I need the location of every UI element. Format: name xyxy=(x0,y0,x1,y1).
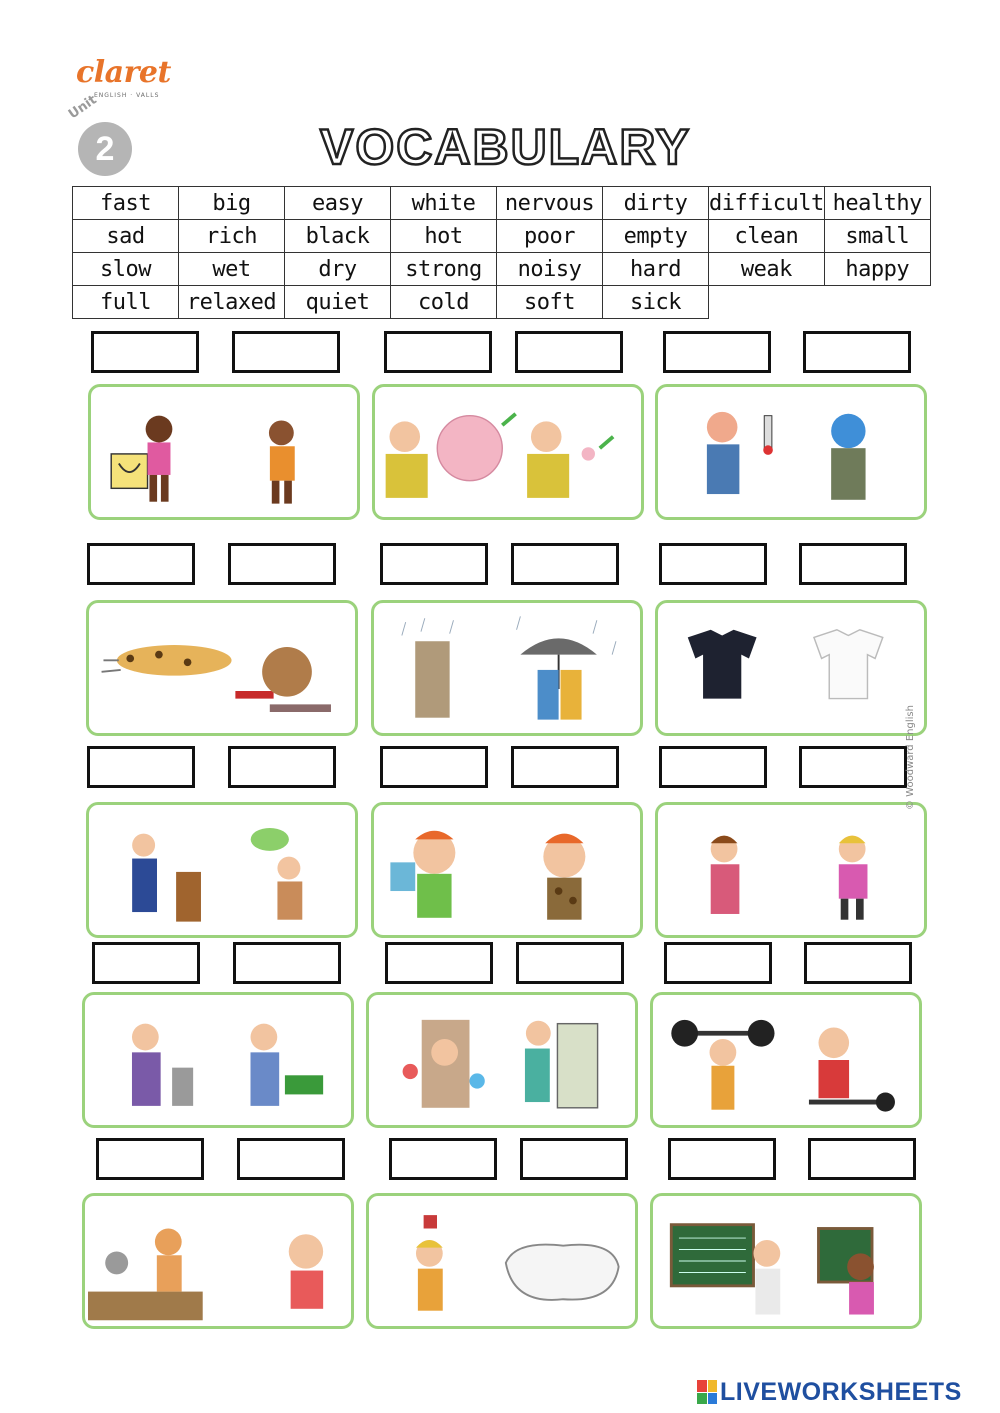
poor-and-rich-men-illustration xyxy=(85,995,351,1125)
answer-box[interactable] xyxy=(668,1138,776,1180)
word-cell: happy xyxy=(824,253,930,286)
answer-box[interactable] xyxy=(804,942,912,984)
word-cell: sad xyxy=(73,220,179,253)
word-cell: dirty xyxy=(603,187,709,220)
answer-box[interactable] xyxy=(511,746,619,788)
answer-box[interactable] xyxy=(389,1138,497,1180)
picture-panel-noisy-quiet xyxy=(82,1193,354,1329)
word-cell: small xyxy=(824,220,930,253)
word-cell: cold xyxy=(391,286,497,319)
nervous-and-relaxed-illustration xyxy=(89,805,355,935)
footer-brand-text: LIVEWORKSHEETS xyxy=(720,1377,962,1406)
bubble-gum-illustration xyxy=(375,387,641,517)
answer-box[interactable] xyxy=(659,543,767,585)
empty-cell xyxy=(709,286,825,319)
sick-and-healthy-women-illustration xyxy=(658,805,924,935)
picture-panel-clean-dirty xyxy=(371,802,643,938)
word-bank-row xyxy=(73,253,931,286)
picture-panel-sick-healthy xyxy=(655,802,927,938)
answer-box[interactable] xyxy=(385,942,493,984)
answer-box[interactable] xyxy=(232,331,340,373)
word-cell: difficult xyxy=(709,187,825,220)
word-cell: full xyxy=(73,286,179,319)
unit-label: Unit xyxy=(66,92,100,123)
word-cell: sick xyxy=(603,286,709,319)
answer-box[interactable] xyxy=(520,1138,628,1180)
picture-panel-wet-dry xyxy=(371,600,643,736)
word-cell: rich xyxy=(179,220,285,253)
answer-box[interactable] xyxy=(91,331,199,373)
word-cell: quiet xyxy=(285,286,391,319)
rain-wet-dry-illustration xyxy=(374,603,640,733)
hot-and-cold-men-illustration xyxy=(658,387,924,517)
logo-tagline: ENGLISH · VALLS xyxy=(94,92,160,99)
word-cell: clean xyxy=(709,220,825,253)
cheetah-and-snail-illustration xyxy=(89,603,355,733)
word-cell: slow xyxy=(73,253,179,286)
blackboard-difficult-easy-illustration xyxy=(653,1196,919,1326)
picture-panel-difficult-easy xyxy=(650,1193,922,1329)
answer-box[interactable] xyxy=(87,543,195,585)
word-cell: fast xyxy=(73,187,179,220)
answer-box[interactable] xyxy=(228,543,336,585)
word-bank-table xyxy=(72,186,931,319)
word-cell: strong xyxy=(391,253,497,286)
word-bank-row xyxy=(73,286,931,319)
answer-box[interactable] xyxy=(511,543,619,585)
liveworksheets-mark-icon xyxy=(697,1380,717,1404)
picture-panel-bubble xyxy=(372,384,644,520)
answer-box[interactable] xyxy=(659,746,767,788)
liveworksheets-logo xyxy=(697,1378,962,1406)
word-bank-row xyxy=(73,220,931,253)
word-cell: wet xyxy=(179,253,285,286)
word-cell: hot xyxy=(391,220,497,253)
answer-box[interactable] xyxy=(228,746,336,788)
answer-box[interactable] xyxy=(799,543,907,585)
word-cell: dry xyxy=(285,253,391,286)
answer-box[interactable] xyxy=(87,746,195,788)
answer-box[interactable] xyxy=(96,1138,204,1180)
word-cell: empty xyxy=(603,220,709,253)
answer-box[interactable] xyxy=(663,331,771,373)
answer-box[interactable] xyxy=(808,1138,916,1180)
answer-box[interactable] xyxy=(515,331,623,373)
word-cell: easy xyxy=(285,187,391,220)
strong-and-weak-weightlifters-illustration xyxy=(653,995,919,1125)
picture-panel-hard-soft xyxy=(366,1193,638,1329)
answer-box[interactable] xyxy=(233,942,341,984)
word-cell: weak xyxy=(709,253,825,286)
picture-panel-fast-slow xyxy=(86,600,358,736)
picture-panel-hot-cold xyxy=(655,384,927,520)
full-and-empty-fridge-illustration xyxy=(369,995,635,1125)
word-bank-row xyxy=(73,187,931,220)
word-cell: relaxed xyxy=(179,286,285,319)
word-cell: black xyxy=(285,220,391,253)
page-title: VOCABULARY xyxy=(320,119,691,175)
picture-panel-strong-weak xyxy=(650,992,922,1128)
word-cell: poor xyxy=(497,220,603,253)
noisy-animals-illustration xyxy=(85,1196,351,1326)
hard-rock-and-pillow-illustration xyxy=(369,1196,635,1326)
clean-and-dirty-boys-illustration xyxy=(374,805,640,935)
answer-box[interactable] xyxy=(384,331,492,373)
word-cell: hard xyxy=(603,253,709,286)
picture-panel-black-white xyxy=(655,600,927,736)
word-cell: white xyxy=(391,187,497,220)
answer-box[interactable] xyxy=(380,746,488,788)
picture-panel-big-small xyxy=(88,384,360,520)
empty-cell xyxy=(824,286,930,319)
answer-box[interactable] xyxy=(803,331,911,373)
word-cell: big xyxy=(179,187,285,220)
answer-box[interactable] xyxy=(664,942,772,984)
word-cell: healthy xyxy=(824,187,930,220)
unit-number-badge: 2 xyxy=(78,122,132,176)
word-cell: soft xyxy=(497,286,603,319)
picture-panel-poor-rich xyxy=(82,992,354,1128)
answer-box[interactable] xyxy=(799,746,907,788)
logo-brand-text: claret xyxy=(76,55,171,90)
girl-bag-and-man-illustration xyxy=(91,387,357,517)
picture-panel-nervous-relaxed xyxy=(86,802,358,938)
answer-box[interactable] xyxy=(92,942,200,984)
word-cell: noisy xyxy=(497,253,603,286)
black-and-white-tshirts-illustration xyxy=(658,603,924,733)
answer-box[interactable] xyxy=(516,942,624,984)
answer-box[interactable] xyxy=(380,543,488,585)
answer-box[interactable] xyxy=(237,1138,345,1180)
illustration-credit: © Woodward English xyxy=(905,705,916,810)
word-cell: nervous xyxy=(497,187,603,220)
picture-panel-full-empty xyxy=(366,992,638,1128)
